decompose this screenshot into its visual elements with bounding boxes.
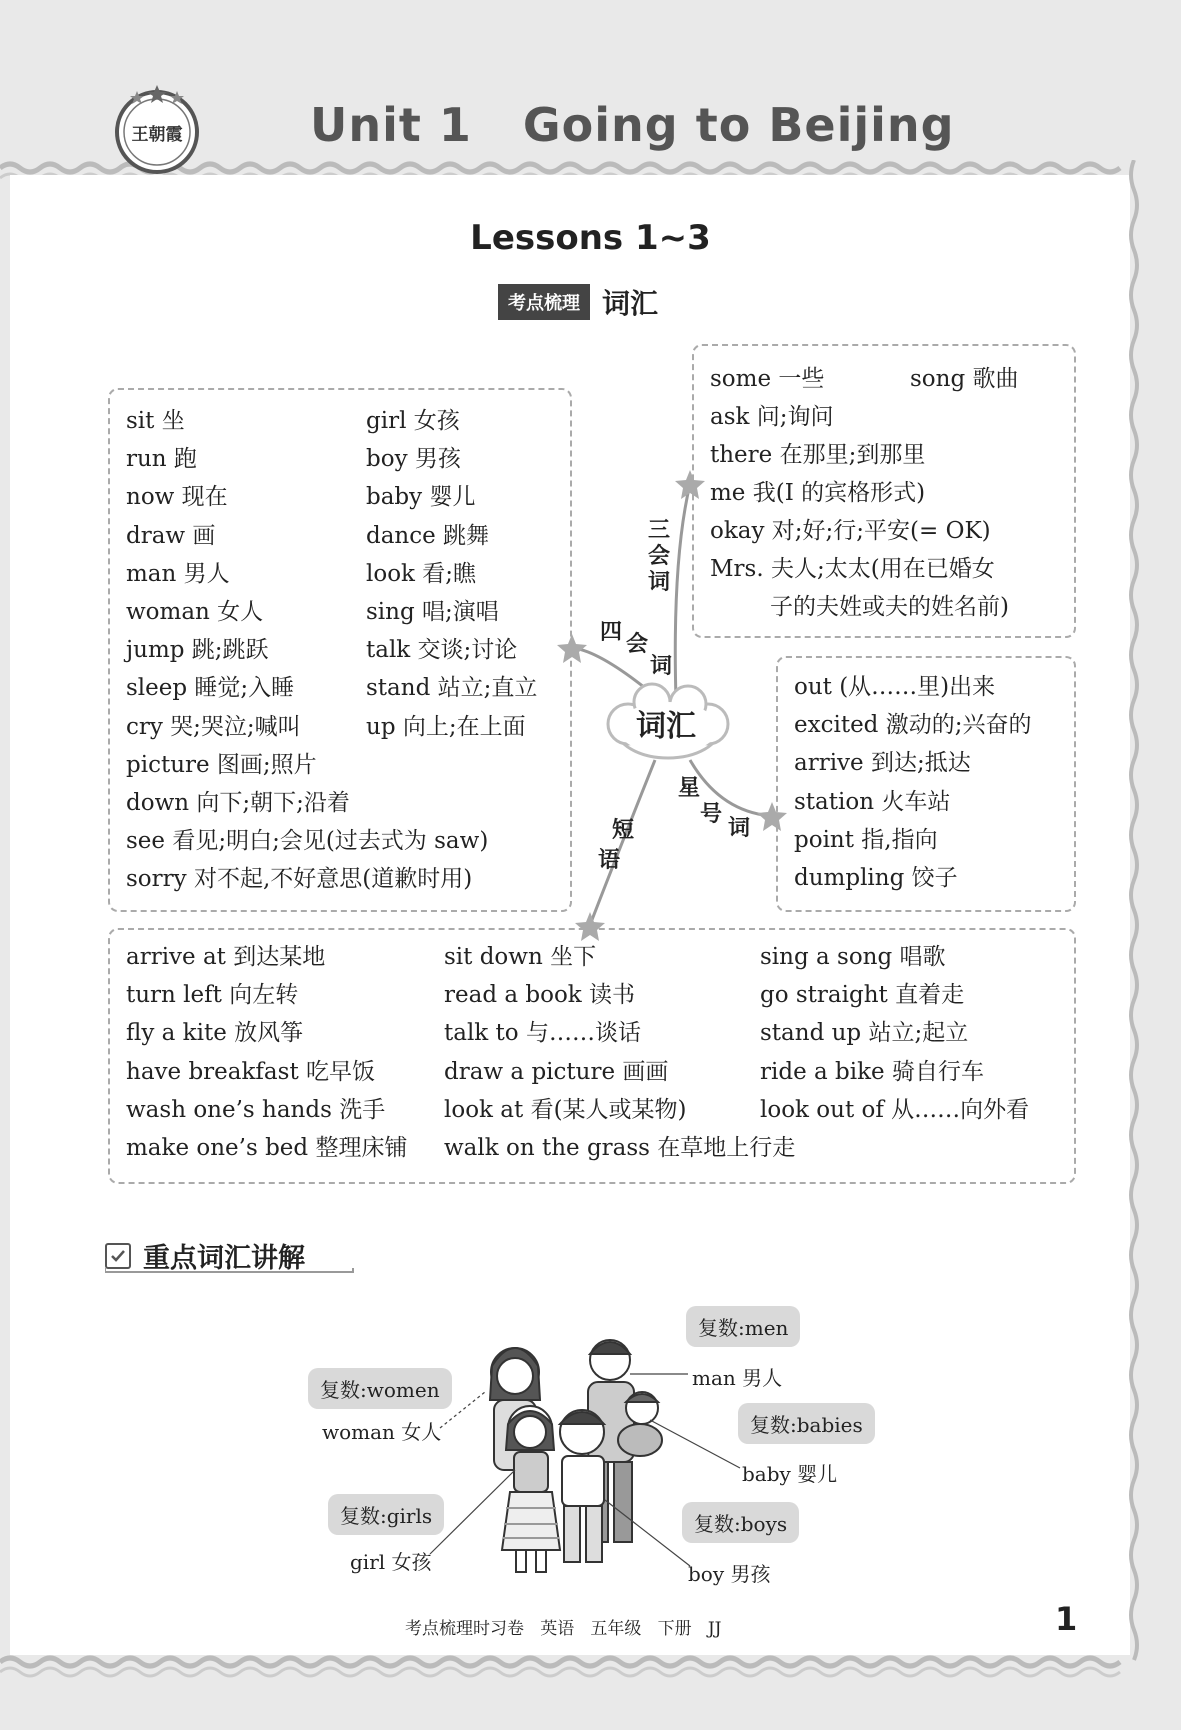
woman-label: woman 女人 (322, 1420, 442, 1444)
lessons-title: Lessons 1~3 (470, 218, 711, 258)
mind-map-center: 词汇 (636, 709, 696, 744)
men-plural-bubble: 复数:men (686, 1306, 800, 1347)
page-number: 1 (1055, 1600, 1078, 1638)
word-item: wash one’s hands 洗手 (126, 1096, 386, 1123)
word-item: sleep 睡觉;入睡 (126, 675, 295, 702)
word-item: turn left 向左转 (126, 982, 299, 1009)
word-item: read a book 读书 (444, 982, 636, 1009)
word-item: talk to 与……谈话 (444, 1020, 641, 1047)
word-item: look out of 从……向外看 (760, 1096, 1030, 1123)
word-item: sit down 坐下 (444, 944, 597, 970)
word-item: see 看见;明白;会见(过去式为 saw) (126, 828, 489, 855)
word-item: boy 男孩 (366, 446, 461, 473)
word-item: sing a song 唱歌 (760, 944, 946, 970)
women-plural-bubble: 复数:women (308, 1368, 452, 1409)
word-item: woman 女人 (126, 599, 264, 625)
word-item: okay 对;好;行;平安(= OK) (710, 518, 991, 544)
word-item: cry 哭;哭泣;喊叫 (126, 713, 301, 740)
word-item: draw 画 (126, 522, 216, 549)
word-item: picture 图画;照片 (126, 751, 317, 778)
word-item: have breakfast 吃早饭 (126, 1058, 376, 1085)
word-item: now 现在 (126, 484, 228, 511)
word-item: 子的夫姓或夫的姓名前) (770, 594, 1009, 620)
word-item: up 向上;在上面 (366, 713, 526, 740)
key-vocab-heading-text: 重点词汇讲解 (143, 1243, 305, 1274)
word-item: out (从……里)出来 (794, 674, 996, 700)
word-item: dance 跳舞 (366, 522, 490, 549)
word-item: sing 唱;演唱 (366, 599, 499, 625)
word-item: ride a bike 骑自行车 (760, 1058, 984, 1085)
word-item: fly a kite 放风筝 (126, 1020, 304, 1047)
word-item: go straight 直着走 (760, 982, 965, 1009)
section-tag: 考点梳理 (498, 284, 590, 320)
branch-char: 语 (598, 848, 621, 873)
word-item: there 在那里;到那里 (710, 442, 926, 468)
word-item: me 我(I 的宾格形式) (710, 480, 926, 506)
word-item: look at 看(某人或某物) (444, 1096, 687, 1123)
section-word: 词汇 (602, 287, 659, 320)
word-item: Mrs. 夫人;太太(用在已婚女 (710, 556, 995, 582)
boy-label: boy 男孩 (688, 1562, 771, 1586)
word-item: walk on the grass 在草地上行走 (444, 1135, 796, 1161)
branch-char: 词 (648, 570, 671, 595)
boys-plural-bubble: 复数:boys (682, 1502, 799, 1543)
baby-label: baby 婴儿 (742, 1462, 838, 1486)
branch-char: 会 (626, 632, 649, 657)
branch-char: 三 (648, 518, 671, 543)
branch-char: 词 (728, 816, 751, 841)
word-item: sit 坐 (126, 408, 185, 434)
branch-char: 四 (600, 620, 623, 645)
word-item: man 男人 (126, 560, 230, 587)
word-item: make one’s bed 整理床铺 (126, 1135, 408, 1161)
word-item: stand 站立;直立 (366, 675, 538, 702)
word-item: jump 跳;跳跃 (126, 637, 269, 664)
word-item: some 一些 (710, 366, 825, 392)
branch-char: 会 (648, 544, 671, 569)
word-item: girl 女孩 (366, 408, 460, 434)
logo-text: 王朝霞 (131, 125, 183, 145)
word-item: arrive at 到达某地 (126, 944, 326, 970)
word-item: sorry 对不起,不好意思(道歉时用) (126, 866, 473, 893)
babies-plural-bubble: 复数:babies (738, 1403, 875, 1444)
word-item: baby 婴儿 (366, 484, 476, 511)
word-item: ask 问;询问 (710, 404, 834, 430)
branch-char: 星 (678, 776, 701, 801)
word-item: talk 交谈;讨论 (366, 637, 518, 664)
footer-text: 考点梳理时习卷 英语 五年级 下册 JJ (405, 1619, 722, 1639)
branch-char: 词 (650, 654, 673, 679)
word-item: arrive 到达;抵达 (794, 750, 971, 777)
word-item: run 跑 (126, 446, 197, 473)
word-item: look 看;瞧 (366, 560, 477, 587)
branch-char: 短 (612, 818, 635, 843)
word-item: station 火车站 (794, 788, 951, 815)
word-item: draw a picture 画画 (444, 1058, 669, 1085)
word-item: down 向下;朝下;沿着 (126, 790, 350, 816)
girls-plural-bubble: 复数:girls (328, 1494, 444, 1535)
man-label: man 男人 (692, 1366, 783, 1390)
branch-char: 号 (700, 802, 723, 827)
word-item: stand up 站立;起立 (760, 1020, 969, 1047)
girl-label: girl 女孩 (350, 1550, 432, 1574)
word-item: song 歌曲 (910, 366, 1019, 392)
word-item: point 指,指向 (794, 826, 938, 853)
unit-title: Unit 1 Going to Beijing (310, 98, 955, 152)
word-item: excited 激动的;兴奋的 (794, 712, 1032, 739)
word-item: dumpling 饺子 (794, 865, 958, 891)
